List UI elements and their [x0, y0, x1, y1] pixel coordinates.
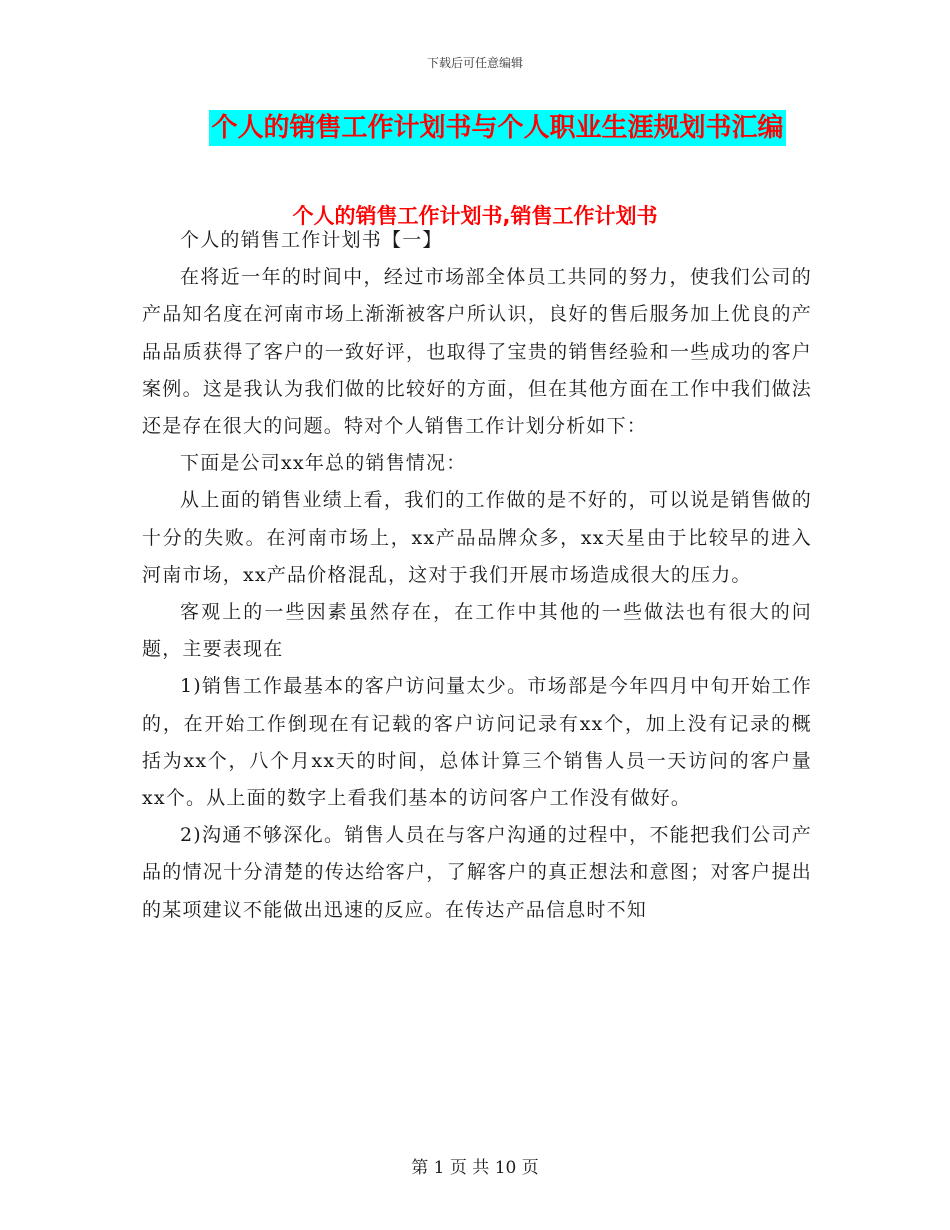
paragraph: 1)销售工作最基本的客户访问量太少。市场部是今年四月中旬开始工作的，在开始工作倒现在有记载的客户访问记录有xx个，加上没有记录的概括为xx个，八个月xx天的时间，总体计算三个销售人员一天访问的客户量xx个。从上面的数字上看我们基本的访问客户工作没有做好。 — [142, 675, 812, 810]
document-title: 个人的销售工作计划书与个人职业生涯规划书汇编 — [209, 110, 785, 146]
paragraph: 客观上的一些因素虽然存在，在工作中其他的一些做法也有很大的问题，主要表现在 — [142, 601, 812, 661]
paragraph: 个人的销售工作计划书【一】 — [180, 229, 443, 251]
document-title-container — [0, 110, 950, 146]
paragraph: 2)沟通不够深化。销售人员在与客户沟通的过程中，不能把我们公司产品的情况十分清楚的传达给客户，了解客户的真正想法和意图；对客户提出的某项建议不能做出迅速的反应。在传达产品信息时不知 — [142, 824, 812, 921]
page-number-footer: 第 1 页 共 10 页 — [411, 1158, 539, 1178]
section-title: 个人的销售工作计划书,销售工作计划书 — [292, 204, 658, 228]
paragraph: 下面是公司xx年总的销售情况： — [180, 452, 467, 475]
document-body — [142, 222, 812, 929]
page-header-note: 下载后可任意编辑 — [426, 56, 523, 70]
paragraph: 从上面的销售业绩上看，我们的工作做的是不好的，可以说是销售做的十分的失败。在河南市场上，xx产品品牌众多，xx天星由于比较早的进入河南市场，xx产品价格混乱，这对于我们开展市场造成很大的压力。 — [142, 489, 812, 586]
paragraph: 在将近一年的时间中，经过市场部全体员工共同的努力，使我们公司的产品知名度在河南市场上渐渐被客户所认识，良好的售后服务加上优良的产品品质获得了客户的一致好评，也取得了宝贵的销售经验和一些成功的客户案例。这是我认为我们做的比较好的方面，但在其他方面在工作中我们做法还是存在很大的问题。特对个人销售工作计划分析如下： — [142, 266, 812, 438]
